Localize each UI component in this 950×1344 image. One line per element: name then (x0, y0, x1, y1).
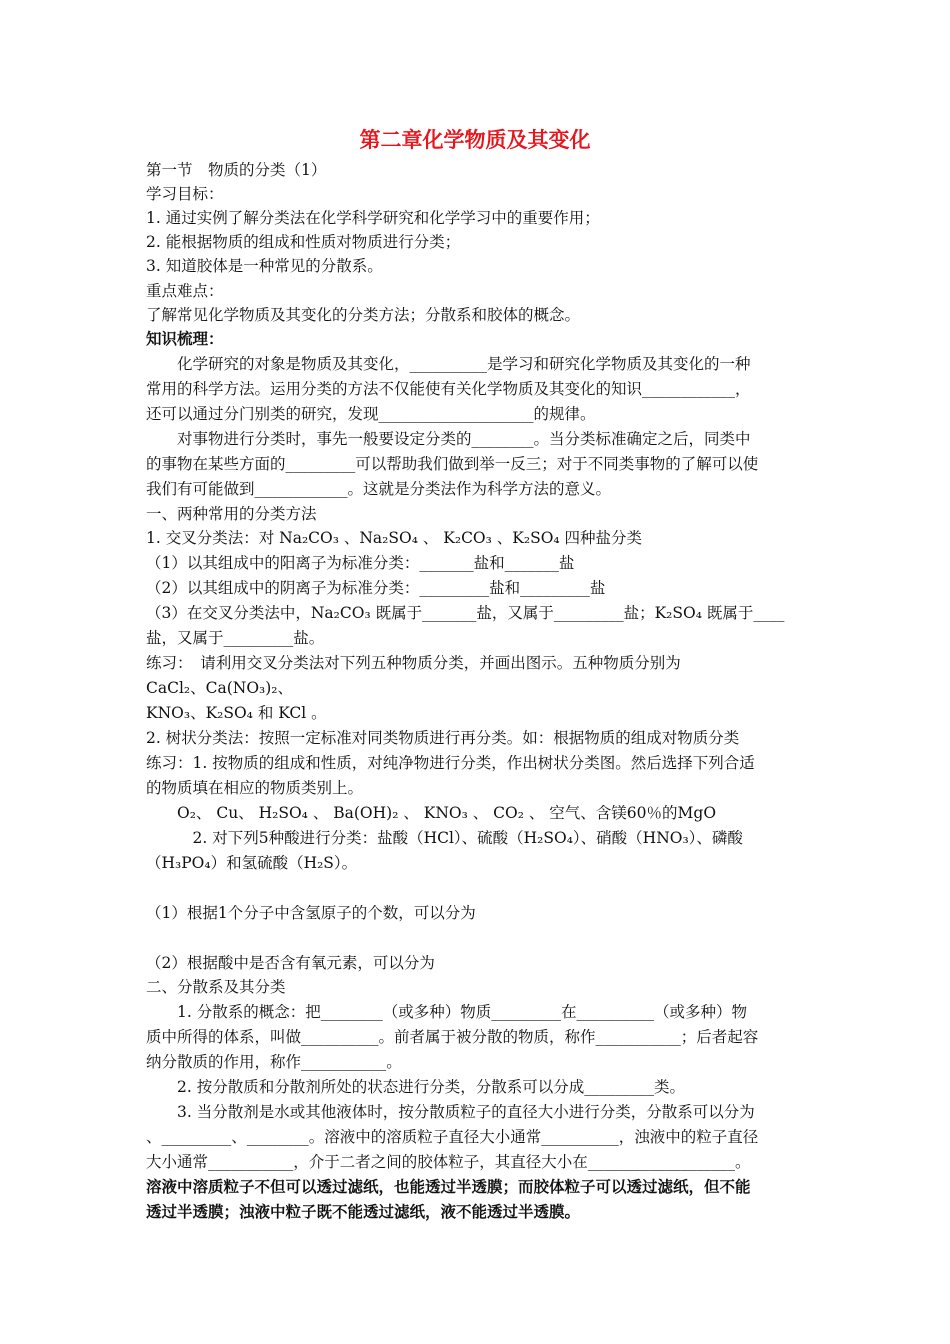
exercise-line: CaCl₂、Ca(NO₃)₂、 (146, 679, 294, 697)
question-line: 1. 交叉分类法：对 Na₂CO₃ 、Na₂SO₄ 、 K₂CO₃ 、K₂SO₄ 四种盐分类 (146, 529, 643, 547)
bold-summary: 溶液中溶质粒子不但可以透过滤纸，也能透过半透膜；而胶体粒子可以透过滤纸，但不能 (146, 1178, 751, 1196)
objective-item: 3. 知道胶体是一种常见的分散系。 (146, 257, 383, 275)
paragraph-line: 的事物在某些方面的_________可以帮助我们做到举一反三；对于不同类事物的了解可以使 (146, 455, 759, 473)
exercise-line: （H₃PO₄）和氢硫酸（H₂S）。 (146, 854, 358, 872)
key-points-label: 重点难点： (146, 282, 224, 300)
bold-summary: 透过半透膜；浊液中粒子既不能透过滤纸，液不能透过半透膜。 (146, 1203, 581, 1221)
question-line: 纳分散质的作用，称作___________。 (146, 1053, 402, 1071)
question-line: 2. 按分散质和分散剂所处的状态进行分类，分散系可以分成_________类。 (146, 1078, 685, 1096)
exercise-line: 的物质填在相应的物质类别上。 (146, 779, 364, 797)
paragraph-line: 还可以通过分门别类的研究，发现____________________的规律。 (146, 405, 596, 423)
question-line: 盐，又属于_________盐。 (146, 629, 325, 647)
section-heading: 一、两种常用的分类方法 (146, 505, 317, 523)
exercise-line: KNO₃、K₂SO₄ 和 KCl 。 (146, 704, 327, 722)
knowledge-heading: 知识梳理： (146, 330, 224, 348)
exercise-line: 2. 对下列5种酸进行分类：盐酸（HCl）、硫酸（H₂SO₄）、硝酸（HNO₃）、磷酸 (146, 829, 743, 847)
key-points-text: 了解常见化学物质及其变化的分类方法；分散系和胶体的概念。 (146, 306, 581, 324)
objective-item: 2. 能根据物质的组成和性质对物质进行分类； (146, 233, 461, 251)
paragraph-line: 常用的科学方法。运用分类的方法不仅能使有关化学物质及其变化的知识____________， (146, 380, 751, 398)
chapter-title: 第二章化学物质及其变化 (359, 128, 591, 152)
objectives-label: 学习目标： (146, 185, 224, 203)
exercise-line: 练习： 请利用交叉分类法对下列五种物质分类，并画出图示。五种物质分别为 (146, 654, 681, 672)
question-line: 、_________、________。溶液中的溶质粒子直径大小通常__________，浊液中的粒子直径 (146, 1128, 759, 1146)
section-heading: 二、分散系及其分类 (146, 978, 286, 996)
question-line: （1）以其组成中的阳离子为标准分类：_______盐和_______盐 (146, 554, 575, 572)
question-line: 3. 当分散剂是水或其他液体时，按分散质粒子的直径大小进行分类，分散系可以分为 (146, 1103, 755, 1121)
question-line: （2）以其组成中的阴离子为标准分类：_________盐和_________盐 (146, 579, 606, 597)
objective-item: 1. 通过实例了解分类法在化学科学研究和化学学习中的重要作用； (146, 209, 600, 227)
question-line: 大小通常___________，介于二者之间的胶体粒子，其直径大小在___________________。 (146, 1153, 751, 1171)
section-heading: 第一节 物质的分类（1） (146, 161, 327, 179)
question-line: 2. 树状分类法：按照一定标准对同类物质进行再分类。如：根据物质的组成对物质分类 (146, 729, 740, 747)
paragraph-line: 化学研究的对象是物质及其变化，__________是学习和研究化学物质及其变化的一种 (146, 355, 751, 373)
question-line: 1. 分散系的概念：把________（或多种）物质_________在__________（或多种）物 (146, 1003, 747, 1021)
paragraph-line: 对事物进行分类时，事先一般要设定分类的________。当分类标准确定之后，同类中 (146, 430, 751, 448)
question-line: （3）在交叉分类法中，Na₂CO₃ 既属于_______盐，又属于_________盐；K₂SO₄ 既属于____ (146, 604, 785, 622)
paragraph-line: 我们有可能做到____________。这就是分类法作为科学方法的意义。 (146, 480, 612, 498)
exercise-line: （2）根据酸中是否含有氧元素，可以分为 (146, 954, 435, 972)
question-line: 质中所得的体系，叫做__________。前者属于被分散的物质，称作___________；后者起容 (146, 1028, 759, 1046)
exercise-line: （1）根据1个分子中含氢原子的个数，可以分为 (146, 904, 476, 922)
exercise-line: 练习：1. 按物质的组成和性质，对纯净物进行分类，作出树状分类图。然后选择下列合适 (146, 754, 755, 772)
exercise-line: O₂、 Cu、 H₂SO₄ 、 Ba(OH)₂ 、 KNO₃ 、 CO₂ 、 空气、含镁60％的MgO (146, 804, 717, 822)
